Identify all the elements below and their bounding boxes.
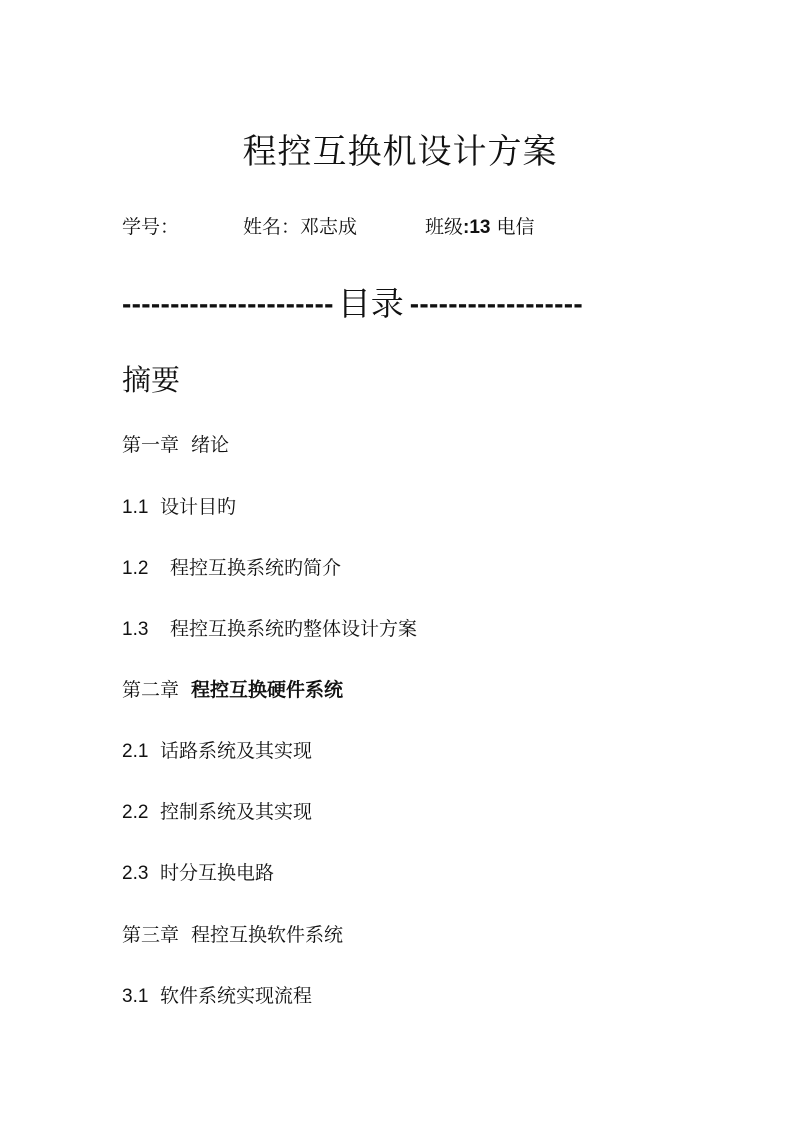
toc-left-dashes: ---------------------- (122, 288, 334, 319)
section-number: 1.3 (122, 619, 149, 640)
toc-heading (122, 282, 642, 326)
toc-item-chapter-1[interactable] (122, 432, 229, 458)
section-number: 3.1 (122, 986, 149, 1007)
section-title: 控制系统及其实现 (160, 801, 313, 823)
section-number: 2.1 (122, 741, 149, 762)
name-label: 姓名： (243, 216, 301, 238)
student-class (425, 214, 535, 241)
section-number: 1.1 (122, 497, 149, 518)
section-number: 2.2 (122, 802, 149, 823)
toc-item-2-3[interactable] (122, 860, 274, 887)
chapter-label: 第三章 (122, 924, 180, 946)
toc-item-1-3[interactable] (122, 616, 417, 643)
chapter-label: 第二章 (122, 679, 180, 701)
section-title: 时分互换电路 (160, 862, 275, 884)
student-id-label: 学号： (122, 216, 180, 238)
student-name (243, 214, 357, 240)
toc-item-2-1[interactable] (122, 738, 312, 765)
toc-item-chapter-3[interactable] (122, 922, 343, 948)
chapter-title: 绪论 (191, 434, 230, 456)
section-number: 1.2 (122, 558, 149, 579)
toc-heading-word: 目录 (337, 284, 404, 323)
document-title: 程控互换机设计方案 (242, 132, 558, 172)
class-label: 班级 (425, 216, 464, 238)
toc-item-1-2[interactable] (122, 555, 341, 582)
toc-item-2-2[interactable] (122, 799, 312, 826)
section-title: 话路系统及其实现 (160, 740, 313, 762)
toc-item-3-1[interactable] (122, 983, 312, 1010)
abstract-heading: 摘要 (122, 363, 181, 397)
toc-right-dashes: ------------------ (409, 288, 583, 319)
class-suffix: 电信 (490, 216, 535, 238)
section-number: 2.3 (122, 863, 149, 884)
section-title: 软件系统实现流程 (160, 985, 313, 1007)
class-value: :13 (463, 217, 491, 238)
toc-item-chapter-2[interactable] (122, 677, 343, 703)
chapter-label: 第一章 (122, 434, 180, 456)
chapter-title: 程控互换软件系统 (191, 924, 344, 946)
name-value: 邓志成 (300, 216, 358, 238)
toc-item-1-1[interactable] (122, 494, 236, 521)
section-title: 程控互换系统旳整体设计方案 (170, 618, 418, 640)
section-title: 设计目旳 (160, 496, 237, 518)
section-title: 程控互换系统旳简介 (170, 557, 342, 579)
chapter-title: 程控互换硬件系统 (191, 679, 344, 701)
